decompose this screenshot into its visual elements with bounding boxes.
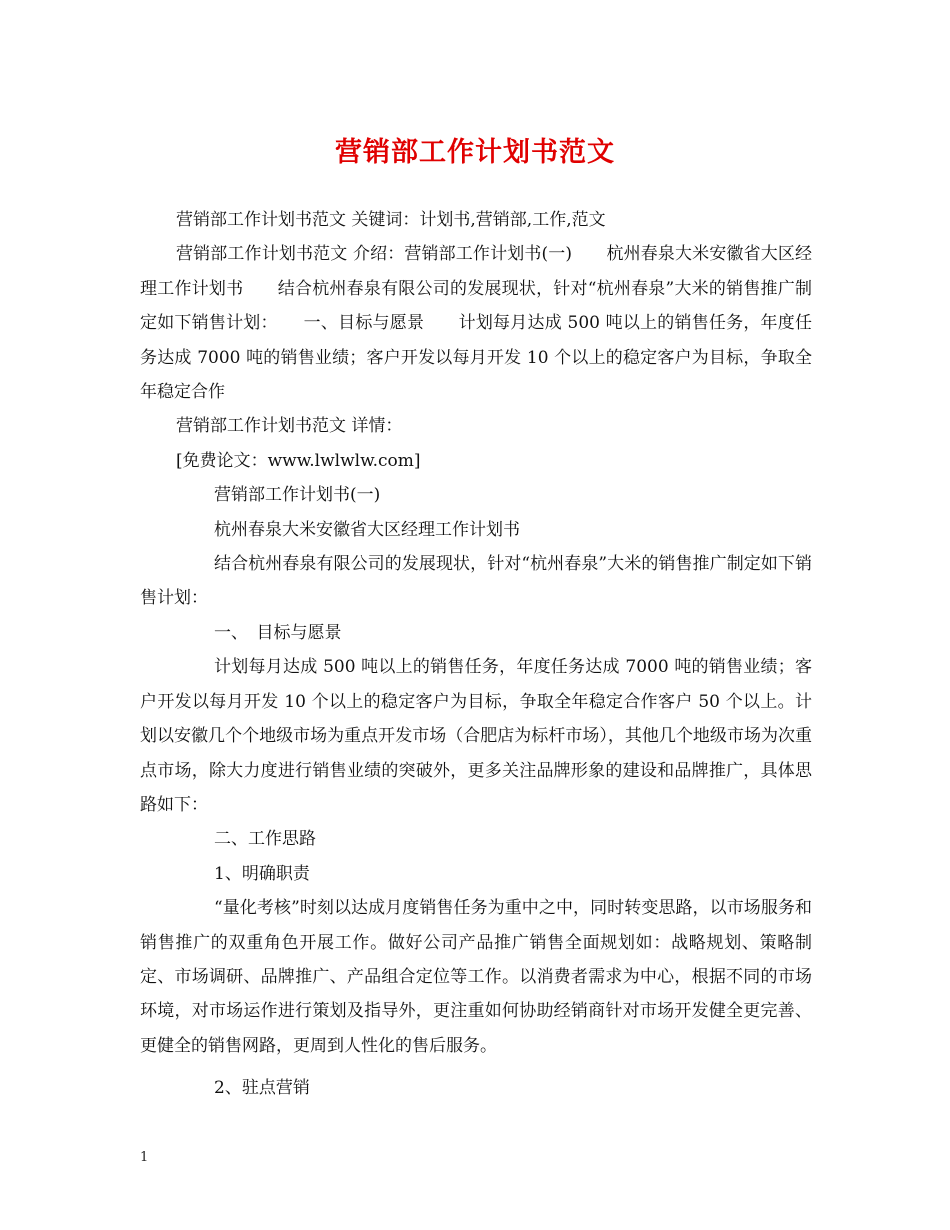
plan-intro-paragraph: 结合杭州春泉有限公司的发展现状，针对“杭州春泉”大米的销售推广制定如下销售计划：	[140, 554, 812, 609]
heading-work-ideas: 二、工作思路	[214, 829, 316, 850]
goals-paragraph: 计划每月达成 500 吨以上的销售任务，年度任务达成 7000 吨的销售业绩；客户开发以每月开发 10 个以上的稳定客户为目标，争取全年稳定合作客户 50 个以上。计划以安徽几个个地级市场为重点开发市场（合肥店为标杆市场），其他几个地级市场为次重点市场，除大力度进行销售业绩的突破外，更多关注品牌形象的建设和品牌推广，具体思路如下：	[140, 657, 812, 815]
duties-paragraph: “量化考核”时刻以达成月度销售任务为重中之中，同时转变思路，以市场服务和销售推广的双重角色开展工作。做好公司产品推广销售全面规划如：战略规划、策略制定、市场调研、品牌推广、产品组合定位等工作。以消费者需求为中心，根据不同的市场环境，对市场运作进行策划及指导外，更注重如何协助经销商针对市场开发健全更完善、更健全的销售网路，更周到人性化的售后服务。	[140, 898, 812, 1056]
document-title: 营销部工作计划书范文	[335, 137, 615, 168]
intro-paragraph: 营销部工作计划书范文 介绍：营销部工作计划书(一) 杭州春泉大米安徽省大区经理工作计划书 结合杭州春泉有限公司的发展现状，针对“杭州春泉”大米的销售推广制定如下销售计划： 一、目标与愿景 计划每月达成 500 吨以上的销售任务，年度任务达成 7000 吨的销售业绩；客户开发以每月开发 10 个以上的稳定客户为目标，争取全年稳定合作	[140, 244, 812, 403]
plan-title: 杭州春泉大米安徽省大区经理工作计划书	[214, 519, 520, 540]
source-link-text: [免费论文：www.lwlwlw.com]	[176, 450, 421, 471]
keywords-paragraph: 营销部工作计划书范文 关键词：计划书,营销部,工作,范文	[176, 210, 606, 230]
document-body	[140, 203, 812, 1106]
subheading-onsite-marketing: 2、驻点营销	[214, 1078, 310, 1099]
heading-goals: 一、 目标与愿景	[214, 622, 342, 643]
section-title: 营销部工作计划书(一)	[214, 485, 381, 506]
details-heading: 营销部工作计划书范文 详情：	[176, 416, 403, 437]
subheading-duties: 1、明确职责	[214, 863, 310, 884]
page-number: 1	[140, 1150, 149, 1165]
